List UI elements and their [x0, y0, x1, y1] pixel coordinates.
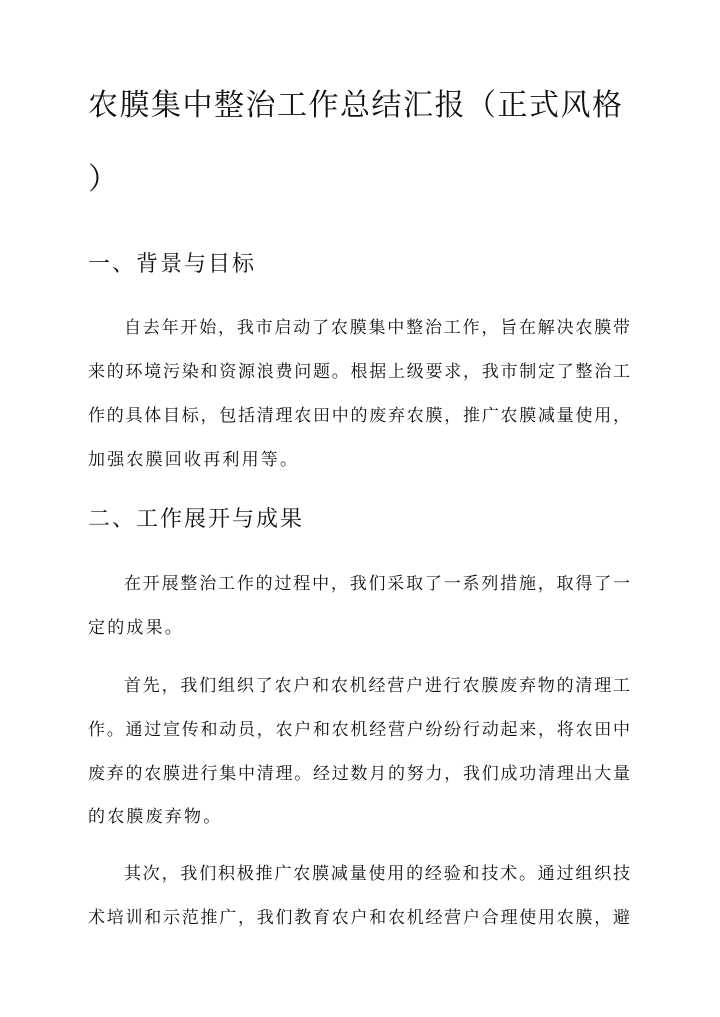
paragraph-line: 废弃的农膜进行集中清理。经过数月的努力，我们成功清理出大量 [88, 764, 630, 784]
paragraph-line: 其次，我们积极推广农膜减量使用的经验和技术。通过组织技 [124, 864, 630, 884]
paragraph-line: 术培训和示范推广，我们教育农户和农机经营户合理使用农膜，避 [88, 908, 630, 928]
section-heading-background: 一、背景与目标 [88, 252, 257, 277]
paragraph-line: 首先，我们组织了农户和农机经营户进行农膜废弃物的清理工 [124, 676, 630, 696]
paragraph-line: 在开展整治工作的过程中，我们采取了一系列措施，取得了一 [124, 574, 630, 594]
paragraph-line: 自去年开始，我市启动了农膜集中整治工作，旨在解决农膜带 [124, 318, 630, 338]
section-heading-progress: 二、工作展开与成果 [88, 507, 305, 532]
paragraph-line: 加强农膜回收再利用等。 [88, 450, 300, 470]
paragraph-line: 定的成果。 [88, 618, 184, 638]
document-title-line-1: 农膜集中整治工作总结汇报（正式风格 [88, 88, 624, 123]
paragraph-line: 来的环境污染和资源浪费问题。根据上级要求，我市制定了整治工 [88, 362, 630, 382]
paragraph-line: 的农膜废弃物。 [88, 807, 223, 827]
paragraph-line: 作。通过宣传和动员，农户和农机经营户纷纷行动起来，将农田中 [88, 720, 630, 740]
document-title-line-2: ） [88, 162, 120, 197]
paragraph-line: 作的具体目标，包括清理农田中的废弃农膜，推广农膜减量使用， [88, 406, 630, 426]
